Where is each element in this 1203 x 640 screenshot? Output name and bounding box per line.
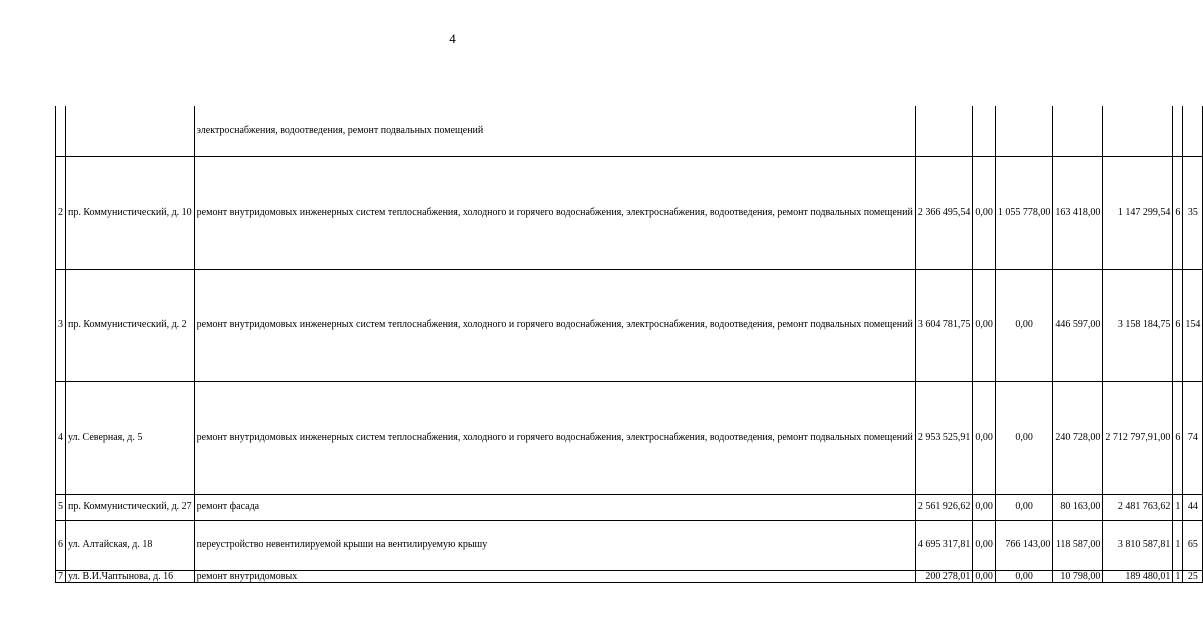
total-cost-cell: 2 366 495,54 xyxy=(915,156,973,269)
total-cost-cell xyxy=(915,106,973,156)
cost-cell: 2 481 763,62 xyxy=(1103,494,1173,520)
cost-cell: 0,00 xyxy=(973,494,996,520)
count-cell: 1 xyxy=(1173,570,1183,582)
work-type-cell: ремонт внутридомовых xyxy=(194,570,915,582)
count-cell: 44 xyxy=(1183,494,1203,520)
cost-cell: 3 810 587,81 xyxy=(1103,520,1173,570)
cost-cell: 10 798,00 xyxy=(1053,570,1103,582)
work-type-cell: ремонт фасада xyxy=(194,494,915,520)
cost-cell: 80 163,00 xyxy=(1053,494,1103,520)
count-cell: 6 xyxy=(1173,381,1183,494)
table-row xyxy=(56,156,1203,269)
address-cell: ул. Северная, д. 5 xyxy=(66,381,195,494)
cost-cell xyxy=(973,106,996,156)
table-row xyxy=(56,494,1203,520)
table-row xyxy=(56,106,1203,156)
table-row xyxy=(56,381,1203,494)
count-cell: 65 xyxy=(1183,520,1203,570)
address-cell: ул. В.И.Чаптынова, д. 16 xyxy=(66,570,195,582)
cost-cell: 446 597,00 xyxy=(1053,269,1103,381)
cost-cell: 163 418,00 xyxy=(1053,156,1103,269)
table-row xyxy=(56,520,1203,570)
cost-cell: 240 728,00 xyxy=(1053,381,1103,494)
total-cost-cell: 200 278,01 xyxy=(915,570,973,582)
row-number: 4 xyxy=(56,381,66,494)
cost-cell: 1 147 299,54 xyxy=(1103,156,1173,269)
work-type-cell: переустройство невентилируемой крыши на вентилируемую крышу xyxy=(194,520,915,570)
address-cell: пр. Коммунистический, д. 10 xyxy=(66,156,195,269)
work-type-cell: ремонт внутридомовых инженерных систем теплоснабжения, холодного и горячего водоснабжения, электроснабжения, водоотведения, ремонт подвальных помещений xyxy=(194,156,915,269)
row-number: 3 xyxy=(56,269,66,381)
count-cell: 6 xyxy=(1173,269,1183,381)
row-number: 7 xyxy=(56,570,66,582)
address-cell: пр. Коммунистический, д. 2 xyxy=(66,269,195,381)
cost-cell: 118 587,00 xyxy=(1053,520,1103,570)
cost-cell: 1 055 778,00 xyxy=(995,156,1053,269)
work-type-cell: электроснабжения, водоотведения, ремонт подвальных помещений xyxy=(194,106,915,156)
cost-cell: 0,00 xyxy=(995,494,1053,520)
cost-cell: 2 712 797,91,00 xyxy=(1103,381,1173,494)
count-cell: 6 xyxy=(1173,156,1183,269)
address-cell: ул. Алтайская, д. 18 xyxy=(66,520,195,570)
cost-cell xyxy=(1103,106,1173,156)
count-cell: 1 xyxy=(1173,520,1183,570)
count-cell: 35 xyxy=(1183,156,1203,269)
cost-cell: 0,00 xyxy=(973,570,996,582)
count-cell xyxy=(1173,106,1183,156)
cost-cell: 3 158 184,75 xyxy=(1103,269,1173,381)
row-number xyxy=(56,106,66,156)
row-number: 6 xyxy=(56,520,66,570)
total-cost-cell: 2 561 926,62 xyxy=(915,494,973,520)
page-number: 4 xyxy=(449,31,456,46)
cost-cell: 0,00 xyxy=(973,520,996,570)
cost-cell xyxy=(1053,106,1103,156)
table-row xyxy=(56,269,1203,381)
cost-cell: 0,00 xyxy=(995,269,1053,381)
cost-cell: 0,00 xyxy=(995,570,1053,582)
count-cell xyxy=(1183,106,1203,156)
cost-cell: 0,00 xyxy=(973,269,996,381)
count-cell: 25 xyxy=(1183,570,1203,582)
work-type-cell: ремонт внутридомовых инженерных систем теплоснабжения, холодного и горячего водоснабжения, электроснабжения, водоотведения, ремонт подвальных помещений xyxy=(194,269,915,381)
work-type-cell: ремонт внутридомовых инженерных систем теплоснабжения, холодного и горячего водоснабжения, электроснабжения, водоотведения, ремонт подвальных помещений xyxy=(194,381,915,494)
row-number: 2 xyxy=(56,156,66,269)
address-cell xyxy=(66,106,195,156)
total-cost-cell: 2 953 525,91 xyxy=(915,381,973,494)
address-cell: пр. Коммунистический, д. 27 xyxy=(66,494,195,520)
count-cell: 1 xyxy=(1173,494,1183,520)
total-cost-cell: 4 695 317,81 xyxy=(915,520,973,570)
cost-cell xyxy=(995,106,1053,156)
cost-cell: 189 480,01 xyxy=(1103,570,1173,582)
total-cost-cell: 3 604 781,75 xyxy=(915,269,973,381)
count-cell: 154 xyxy=(1183,269,1203,381)
row-number: 5 xyxy=(56,494,66,520)
table-row xyxy=(56,570,1203,582)
cost-cell: 0,00 xyxy=(973,381,996,494)
cost-cell: 0,00 xyxy=(973,156,996,269)
cost-cell: 0,00 xyxy=(995,381,1053,494)
cost-cell: 766 143,00 xyxy=(995,520,1053,570)
count-cell: 74 xyxy=(1183,381,1203,494)
works-table xyxy=(55,106,1203,583)
